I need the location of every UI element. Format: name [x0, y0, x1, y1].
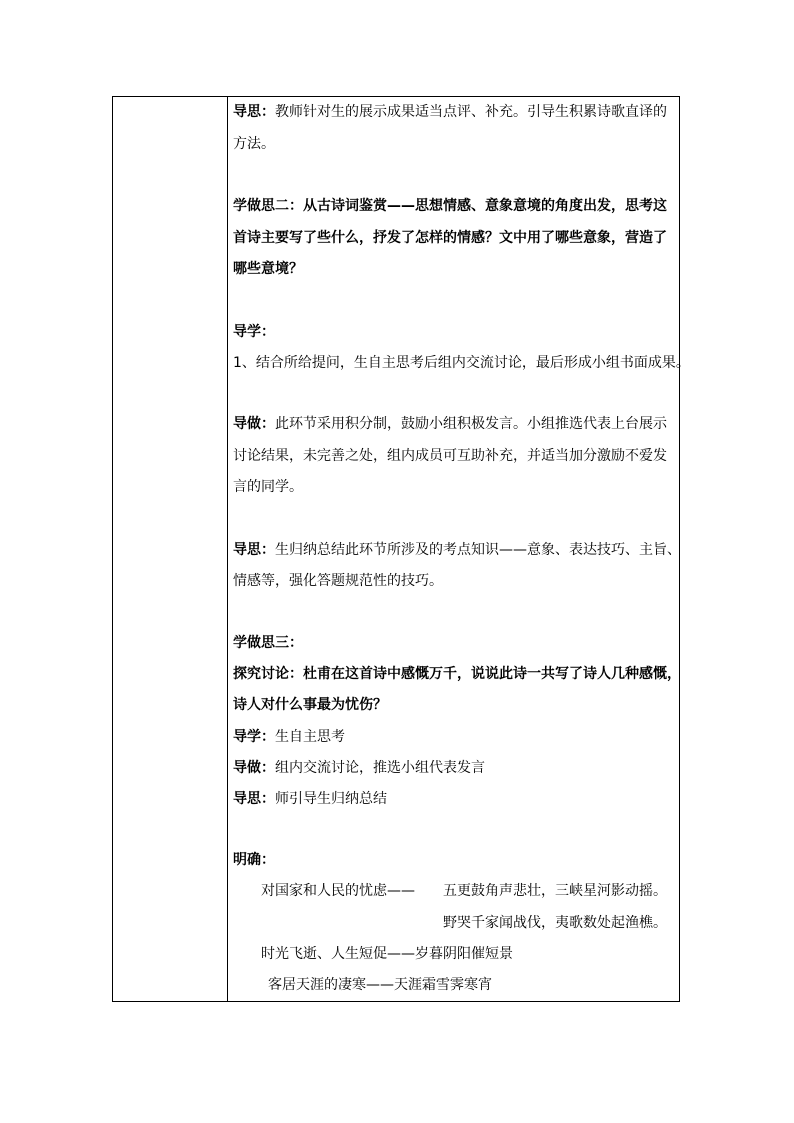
- section4-label: 导做：: [233, 416, 275, 432]
- section2-line3: 哪些意境？: [233, 261, 303, 277]
- section5-line2: 情感等，强化答题规范性的技巧。: [233, 573, 443, 589]
- section2-line2: 首诗主要写了些什么，抒发了怎样的情感？文中用了哪些意象，营造了: [233, 230, 667, 246]
- section6-daosi-label: 导思：: [233, 791, 275, 807]
- section6-daoxue-label: 导学：: [233, 729, 275, 745]
- section7-item2: 时光飞逝、人生短促——岁暮阴阳催短景: [261, 946, 513, 962]
- section6-daoxue: [233, 727, 345, 747]
- section6-daozuo: [233, 758, 485, 778]
- section6-title: 学做思三：: [233, 635, 303, 651]
- section1-line1: [233, 102, 667, 122]
- section7-item1-right-line1: 五更鼓角声悲壮，三峡星河影动摇。: [443, 883, 667, 899]
- section6-line2: 诗人对什么事最为忧伤？: [233, 697, 387, 713]
- section7-item1-right-line2: 野哭千家闻战伐，夷歌数处起渔樵。: [443, 915, 667, 931]
- section4-line2: 讨论结果，未完善之处，组内成员可互助补充，并适当加分激励不爱发: [233, 448, 667, 464]
- section5-line1: [233, 540, 681, 560]
- section6-line1: 探究讨论：杜甫在这首诗中感慨万千，说说此诗一共写了诗人几种感慨，: [233, 666, 681, 682]
- section6-daosi: [233, 789, 387, 809]
- section5-text1: 生归纳总结此环节所涉及的考点知识——意象、表达技巧、主旨、: [275, 542, 681, 558]
- section1-text1: 教师针对生的展示成果适当点评、补充。引导生积累诗歌直译的: [275, 104, 667, 120]
- section2-line1: 学做思二：从古诗词鉴赏——思想情感、意象意境的角度出发，思考这: [233, 198, 667, 214]
- section7-title: 明确：: [233, 852, 275, 868]
- section1-line2: 方法。: [233, 136, 275, 152]
- section6-daozuo-label: 导做：: [233, 760, 275, 776]
- section6-daoxue-text: 生自主思考: [275, 729, 345, 745]
- section7-item1-left: 对国家和人民的忧虑——: [261, 883, 415, 899]
- section1-label: 导思：: [233, 104, 275, 120]
- section3-label: 导学：: [233, 324, 275, 340]
- section4-text1: 此环节采用积分制，鼓励小组积极发言。小组推选代表上台展示: [275, 416, 667, 432]
- section7-item3: 客居天涯的凄寒——天涯霜雪霁寒宵: [268, 977, 492, 993]
- section4-line1: [233, 414, 667, 434]
- section6-daozuo-text: 组内交流讨论，推选小组代表发言: [275, 760, 485, 776]
- section4-line3: 言的同学。: [233, 479, 303, 495]
- section6-daosi-text: 师引导生归纳总结: [275, 791, 387, 807]
- section5-label: 导思：: [233, 542, 275, 558]
- left-column-cell: [113, 97, 227, 1001]
- section3-line1: 1、结合所给提问，生自主思考后组内交流讨论，最后形成小组书面成果。: [233, 355, 690, 371]
